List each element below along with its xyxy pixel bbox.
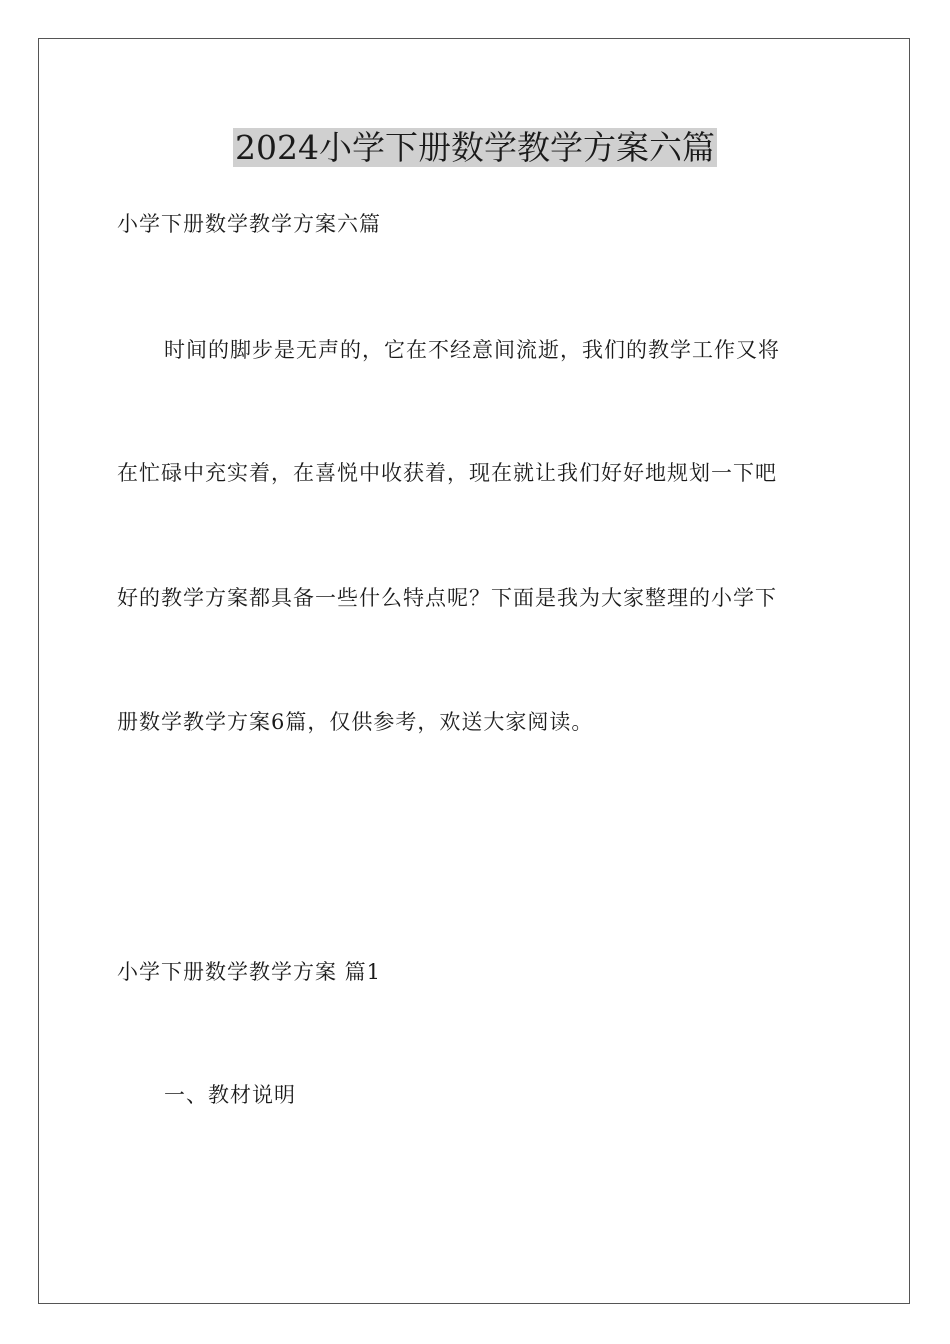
subsection-heading: 一、教材说明	[164, 1083, 296, 1107]
intro-paragraph-line-4: 册数学教学方案6篇，仅供参考，欢送大家阅读。	[117, 710, 594, 734]
intro-paragraph-line-2: 在忙碌中充实着，在喜悦中收获着，现在就让我们好好地规划一下吧	[117, 461, 777, 485]
document-subtitle: 小学下册数学教学方案六篇	[117, 212, 381, 236]
document-title-text: 2024小学下册数学教学方案六篇	[235, 128, 715, 167]
section-heading: 小学下册数学教学方案 篇1	[117, 960, 382, 984]
intro-paragraph-line-1: 时间的脚步是无声的，它在不经意间流逝，我们的教学工作又将	[164, 338, 780, 362]
document-title	[0, 128, 950, 168]
intro-paragraph-line-3: 好的教学方案都具备一些什么特点呢？下面是我为大家整理的小学下	[117, 586, 777, 610]
